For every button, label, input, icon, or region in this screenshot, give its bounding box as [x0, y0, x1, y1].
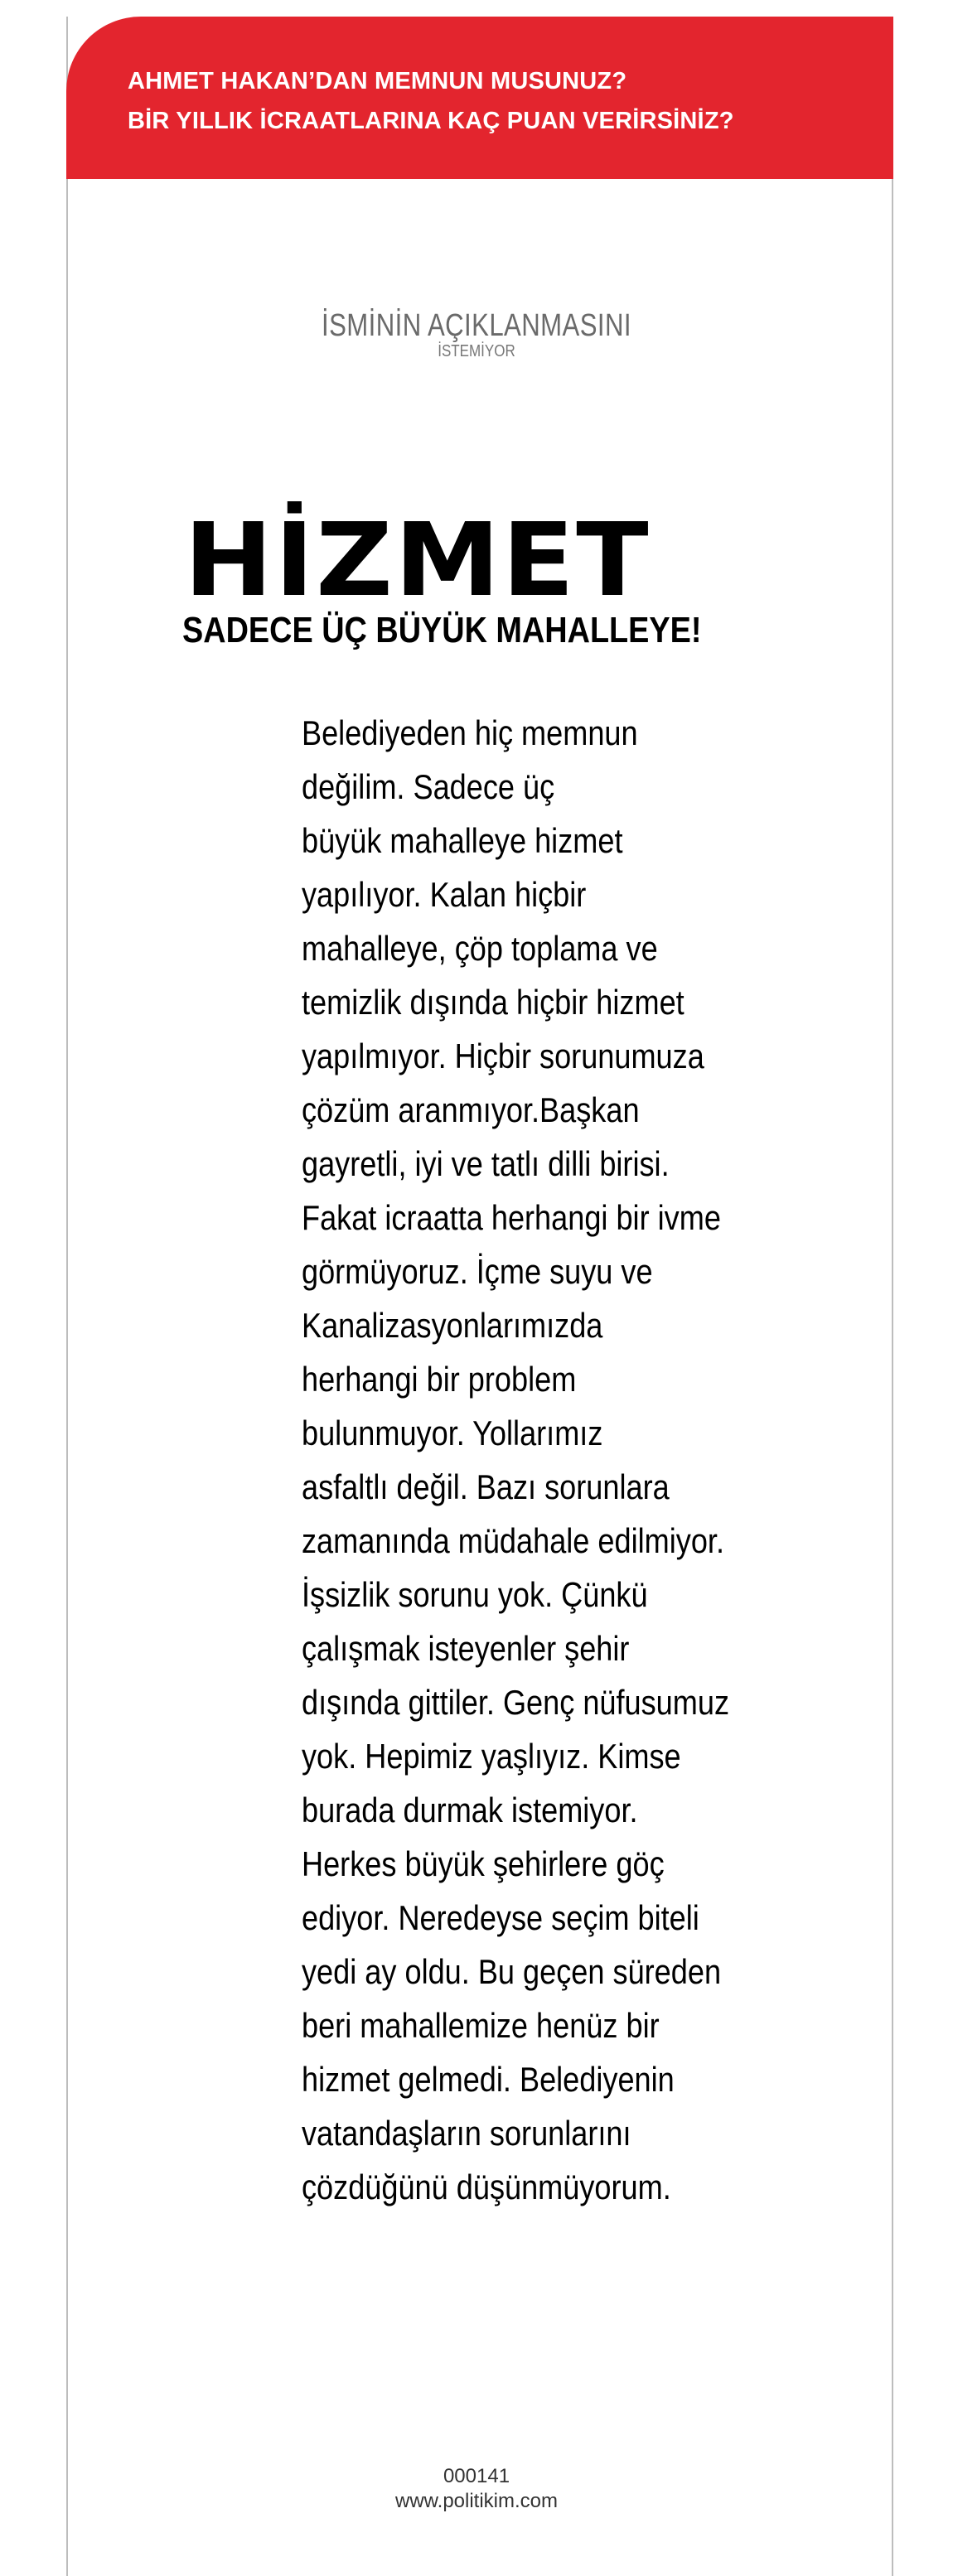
body-line: Belediyeden hiç memnun	[302, 713, 638, 752]
body-line: yapılıyor. Kalan hiçbir	[302, 875, 587, 914]
banner-question-line-2: BİR YILLIK İCRAATLARINA KAÇ PUAN VERİRSİNİZ?	[128, 108, 734, 134]
body-line: asfaltlı değil. Bazı sorunlara	[302, 1467, 670, 1506]
body-line: hizmet gelmedi. Belediyenin	[302, 2060, 675, 2099]
body-line: Fakat icraatta herhangi bir ivme	[302, 1198, 721, 1237]
body-line: değilim. Sadece üç	[302, 767, 555, 806]
body-line: zamanında müdahale edilmiyor.	[302, 1521, 724, 1560]
body-line: görmüyoruz. İçme suyu ve	[302, 1252, 653, 1291]
body-line: çözdüğünü düşünmüyorum.	[302, 2168, 671, 2206]
body-line: yok. Hepimiz yaşlıyız. Kimse	[302, 1737, 681, 1776]
body-line: burada durmak istemiyor.	[302, 1791, 638, 1829]
article-subheadline: SADECE ÜÇ BÜYÜK MAHALLEYE!	[182, 610, 702, 650]
body-line: mahalleye, çöp toplama ve	[302, 929, 658, 968]
page-code: 000141	[443, 2465, 510, 2487]
body-line: yapılmıyor. Hiçbir sorunumuza	[302, 1037, 704, 1075]
article-body	[302, 706, 757, 2214]
banner-question-line-1: AHMET HAKAN’DAN MEMNUN MUSUNUZ?	[128, 68, 627, 94]
body-line: büyük mahalleye hizmet	[302, 821, 623, 860]
question-banner	[66, 17, 893, 179]
respondent-name-sub: İSTEMİYOR	[438, 342, 515, 360]
body-line: beri mahallemize henüz bir	[302, 2006, 660, 2045]
body-line: İşsizlik sorunu yok. Çünkü	[302, 1575, 648, 1614]
body-line: ediyor. Neredeyse seçim biteli	[302, 1898, 699, 1937]
article-headline: HİZMET	[184, 501, 651, 619]
body-line: vatandaşların sorunlarını	[302, 2114, 631, 2153]
body-line: Kanalizasyonlarımızda	[302, 1306, 603, 1345]
page-footer	[0, 2464, 953, 2514]
respondent-name: İSMİNİN AÇIKLANMASINI	[322, 308, 631, 343]
body-line: çözüm aranmıyor.Başkan	[302, 1090, 640, 1129]
body-line: dışında gittiler. Genç nüfusumuz	[302, 1683, 729, 1722]
body-line: Herkes büyük şehirlere göç	[302, 1844, 665, 1883]
respondent-block	[0, 308, 953, 361]
body-line: yedi ay oldu. Bu geçen süreden	[302, 1952, 722, 1991]
website-url: www.politikim.com	[394, 2490, 559, 2512]
body-line: gayretli, iyi ve tatlı dilli birisi.	[302, 1144, 670, 1183]
body-line: çalışmak isteyenler şehir	[302, 1629, 630, 1668]
body-line: herhangi bir problem	[302, 1360, 577, 1399]
body-line: temizlik dışında hiçbir hizmet	[302, 983, 685, 1022]
body-line: bulunmuyor. Yollarımız	[302, 1414, 603, 1452]
